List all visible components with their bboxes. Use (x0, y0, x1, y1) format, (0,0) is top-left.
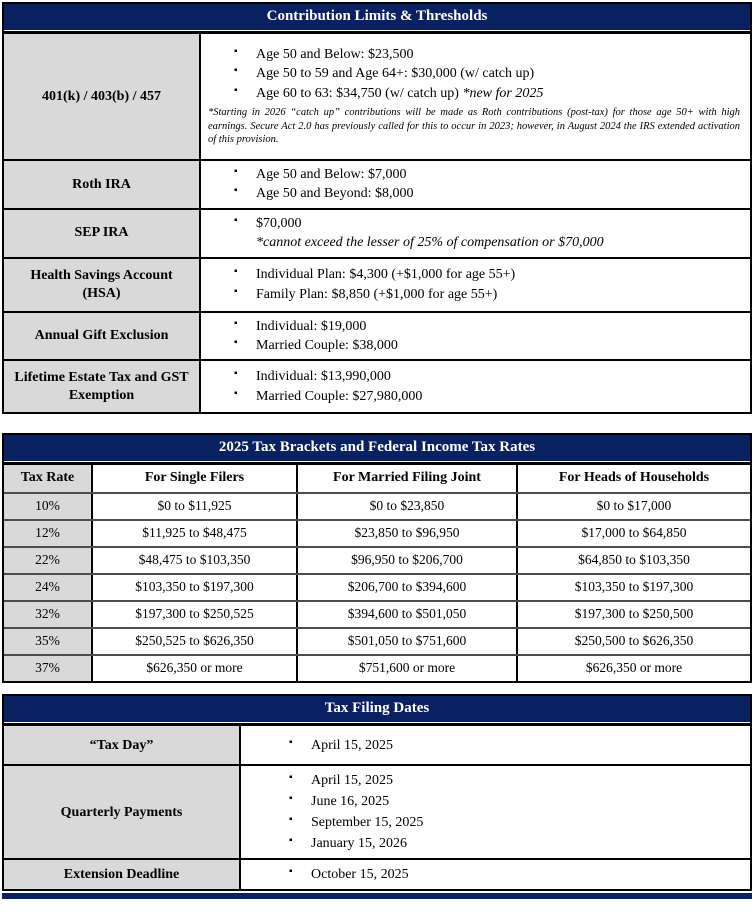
filing-bullet-text: June 16, 2025 (311, 794, 390, 810)
bracket-row (4, 601, 750, 628)
bracket-range-cell: $103,350 to $197,300 (517, 574, 750, 601)
square-bullet-icon: ▪ (234, 266, 238, 278)
bracket-range-cell: $394,600 to $501,050 (297, 601, 517, 628)
limits-bullet-subnote: *cannot exceed the lesser of 25% of compensation or $70,000 (256, 235, 604, 251)
limits-row-label: Lifetime Estate Tax and GST Exemption (4, 361, 201, 412)
limits-bullet-item (201, 214, 744, 233)
bracket-range-cell: $626,350 or more (92, 655, 297, 681)
filing-bullet-item (241, 735, 744, 756)
limits-row-label: 401(k) / 403(b) / 457 (4, 34, 201, 159)
limits-bullet-item (201, 285, 744, 304)
limits-row-values (201, 34, 750, 159)
limits-bullet-item (201, 184, 744, 203)
bracket-row (4, 547, 750, 574)
contribution-limits-table (2, 2, 752, 414)
limits-row (4, 361, 750, 412)
limits-row (4, 161, 750, 210)
square-bullet-icon: ▪ (289, 835, 293, 847)
filing-row-label: Extension Deadline (4, 860, 241, 889)
tax-brackets-header-row (4, 465, 750, 493)
bracket-row (4, 655, 750, 681)
square-bullet-icon: ▪ (234, 84, 238, 96)
bracket-range-cell: $250,525 to $626,350 (92, 628, 297, 655)
bracket-range-cell: $197,300 to $250,525 (92, 601, 297, 628)
filing-bullet-text: January 15, 2026 (311, 836, 408, 852)
square-bullet-icon: ▪ (289, 736, 293, 748)
bracket-range-cell: $501,050 to $751,600 (297, 628, 517, 655)
bracket-range-cell: $0 to $17,000 (517, 493, 750, 520)
tax-brackets-body (4, 462, 750, 681)
filing-row-label: “Tax Day” (4, 726, 241, 764)
limits-bullet-italic-note: *new for 2025 (462, 85, 544, 101)
bracket-header-cell: For Heads of Households (517, 465, 750, 493)
contribution-limits-body (4, 31, 750, 412)
limits-row-values (201, 259, 750, 311)
square-bullet-icon: ▪ (289, 793, 293, 805)
limits-bullet-item (201, 165, 744, 184)
tax-brackets-title: 2025 Tax Brackets and Federal Income Tax Rates (4, 435, 750, 462)
bracket-range-cell: $48,475 to $103,350 (92, 547, 297, 574)
filing-bullet-item (241, 833, 744, 854)
square-bullet-icon: ▪ (234, 387, 238, 399)
limits-bullet-item (201, 387, 744, 406)
limits-row-label: Roth IRA (4, 161, 201, 208)
filing-row (4, 860, 750, 889)
limits-bullet-item (201, 336, 744, 355)
filing-bullet-text: September 15, 2025 (311, 815, 424, 831)
bracket-range-cell: $23,850 to $96,950 (297, 520, 517, 547)
square-bullet-icon: ▪ (234, 65, 238, 77)
next-table-header-edge (2, 893, 752, 899)
filing-dates-title: Tax Filing Dates (4, 696, 750, 723)
bracket-row (4, 520, 750, 547)
bracket-row (4, 493, 750, 520)
filing-bullet-text: April 15, 2025 (311, 773, 394, 789)
limits-row-label: SEP IRA (4, 210, 201, 257)
limits-bullet-item (201, 64, 744, 83)
filing-row-label: Quarterly Payments (4, 766, 241, 858)
bracket-range-cell: $197,300 to $250,500 (517, 601, 750, 628)
limits-row (4, 210, 750, 259)
bracket-range-cell: $96,950 to $206,700 (297, 547, 517, 574)
limits-bullet-text: Married Couple: $38,000 (256, 337, 398, 353)
limits-row (4, 259, 750, 313)
filing-row (4, 766, 750, 860)
limits-bullet-item (201, 367, 744, 386)
bracket-range-cell: $0 to $23,850 (297, 493, 517, 520)
bracket-rate-cell: 12% (4, 520, 92, 547)
limits-row-values (201, 313, 750, 360)
limits-bullet-text: Age 60 to 63: $34,750 (w/ catch up) *new for 2025 (256, 85, 544, 101)
bracket-range-cell: $17,000 to $64,850 (517, 520, 750, 547)
limits-bullet-text: Married Couple: $27,980,000 (256, 388, 423, 404)
limits-bullet-item (201, 45, 744, 64)
bracket-header-cell: Tax Rate (4, 465, 92, 493)
bracket-range-cell: $206,700 to $394,600 (297, 574, 517, 601)
filing-bullet-item (241, 812, 744, 833)
square-bullet-icon: ▪ (234, 368, 238, 380)
bracket-row (4, 628, 750, 655)
filing-row-values (241, 766, 750, 858)
bracket-range-cell: $626,350 or more (517, 655, 750, 681)
filing-bullet-text: October 15, 2025 (311, 867, 409, 883)
square-bullet-icon: ▪ (289, 772, 293, 784)
bracket-range-cell: $64,850 to $103,350 (517, 547, 750, 574)
filing-bullet-item (241, 864, 744, 885)
bracket-range-cell: $0 to $11,925 (92, 493, 297, 520)
contribution-limits-title: Contribution Limits & Thresholds (4, 4, 750, 31)
limits-bullet-text: Age 50 to 59 and Age 64+: $30,000 (w/ catch up) (256, 66, 535, 82)
square-bullet-icon: ▪ (289, 814, 293, 826)
limits-row-label: Annual Gift Exclusion (4, 313, 201, 360)
filing-dates-table (2, 694, 752, 891)
limits-row (4, 34, 750, 161)
square-bullet-icon: ▪ (234, 185, 238, 197)
limits-bullet-item (201, 317, 744, 336)
bracket-rate-cell: 22% (4, 547, 92, 574)
bracket-header-cell: For Single Filers (92, 465, 297, 493)
square-bullet-icon: ▪ (234, 214, 238, 226)
filing-bullet-item (241, 791, 744, 812)
filing-row (4, 726, 750, 766)
bracket-range-cell: $250,500 to $626,350 (517, 628, 750, 655)
square-bullet-icon: ▪ (234, 317, 238, 329)
limits-bullet-item (201, 84, 744, 103)
limits-bullet-text: Age 50 and Beyond: $8,000 (256, 186, 414, 202)
bracket-header-cell: For Married Filing Joint (297, 465, 517, 493)
limits-bullet-text: $70,000 (256, 215, 302, 231)
filing-row-values (241, 860, 750, 889)
limits-footnote: *Starting in 2026 “catch up” contributions will be made as Roth contributions (post-tax) for those age 50+ with high earnings. Secure Act 2.0 has previously called for this to occur in 2023; however, in August 2024 the IRS extended activation of this provision. (208, 107, 740, 146)
square-bullet-icon: ▪ (234, 285, 238, 297)
limits-bullet-text: Individual: $13,990,000 (256, 369, 391, 385)
square-bullet-icon: ▪ (234, 166, 238, 177)
bracket-rate-cell: 24% (4, 574, 92, 601)
limits-row-values (201, 361, 750, 412)
square-bullet-icon: ▪ (234, 46, 238, 58)
limits-row-values (201, 210, 750, 257)
limits-row-values (201, 161, 750, 208)
square-bullet-icon: ▪ (234, 336, 238, 348)
filing-row-values (241, 726, 750, 764)
bracket-rate-cell: 37% (4, 655, 92, 681)
limits-bullet-text: Age 50 and Below: $23,500 (256, 47, 414, 63)
limits-bullet-item (201, 265, 744, 284)
filing-dates-body (4, 723, 750, 889)
bracket-rate-cell: 32% (4, 601, 92, 628)
bracket-range-cell: $751,600 or more (297, 655, 517, 681)
limits-bullet-text: Age 50 and Below: $7,000 (256, 167, 407, 182)
limits-row-label: Health Savings Account (HSA) (4, 259, 201, 311)
filing-bullet-item (241, 770, 744, 791)
limits-row (4, 313, 750, 362)
filing-bullet-text: April 15, 2025 (311, 737, 394, 753)
limits-bullet-text: Individual: $19,000 (256, 318, 367, 334)
bracket-rate-cell: 10% (4, 493, 92, 520)
limits-bullet-text: Individual Plan: $4,300 (+$1,000 for age 55+) (256, 267, 516, 283)
square-bullet-icon: ▪ (289, 866, 293, 878)
bracket-rate-cell: 35% (4, 628, 92, 655)
bracket-row (4, 574, 750, 601)
limits-bullet-text: Family Plan: $8,850 (+$1,000 for age 55+) (256, 286, 498, 302)
bracket-range-cell: $11,925 to $48,475 (92, 520, 297, 547)
bracket-range-cell: $103,350 to $197,300 (92, 574, 297, 601)
tax-brackets-table (2, 433, 752, 683)
